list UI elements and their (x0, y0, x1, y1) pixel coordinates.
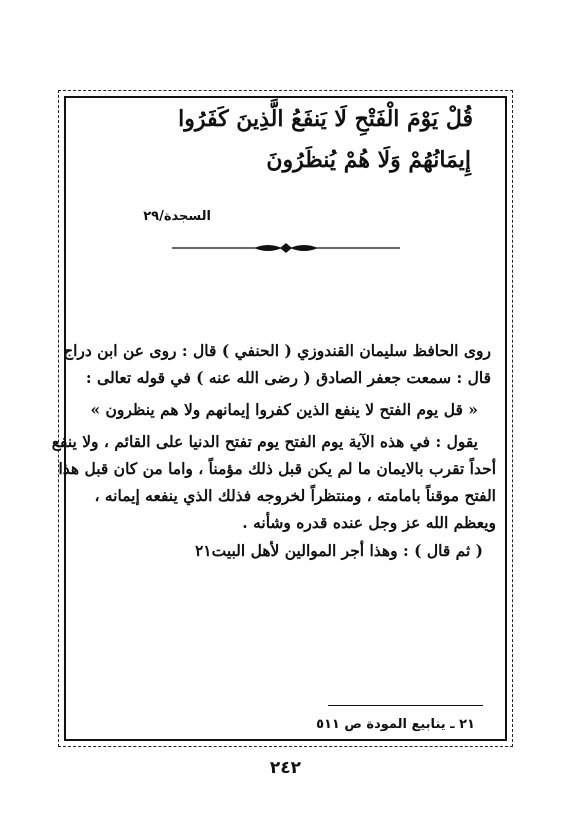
commentary-line-2: أحداً تقرب بالايمان ما لم يكن قبل ذلك مؤمناً ، واما من كان قبل هذا (58, 459, 496, 478)
commentary-line-1: يقول : في هذه الآية يوم الفتح يوم تفتح الدنيا على القائم ، ولا ينفع (51, 432, 478, 451)
quoted-verse: « قل يوم الفتح لا ينفع الذين كفروا إيمانهم ولا هم ينظرون » (90, 400, 478, 419)
verse-reference: السجدة/٢٩ (143, 209, 211, 224)
footnote: ٢١ ـ ينابيع المودة ص ٥١١ (316, 717, 475, 732)
narration-line-1: روى الحافظ سليمان القندوزي ( الحنفي ) قال : روى عن ابن دراج (63, 341, 491, 360)
ornament-divider (172, 240, 400, 256)
quran-verse-line-2: إِيمَانُهُمْ وَلَا هُمْ يُنظَرُونَ (266, 147, 471, 173)
footnote-rule (328, 705, 483, 706)
quran-verse-line-1: قُلْ يَوْمَ الْفَتْحِ لَا يَنفَعُ الَّذِينَ كَفَرُوا (178, 106, 473, 132)
commentary-line-4: ويعظم الله عز وجل عنده قدره وشأنه . (242, 513, 496, 532)
narration-line-2: قال : سمعت جعفر الصادق ( رضى الله عنه ) في قوله تعالى : (85, 368, 491, 387)
page-number: ٢٤٢ (269, 758, 302, 778)
commentary-line-3: الفتح موقناً بامامته ، ومنتظراً لخروجه فذلك الذي ينفعه إيمانه ، (94, 486, 496, 505)
closing-line: ( ثم قال ) : وهذا أجر الموالين لأهل البيت٢١ (194, 541, 483, 560)
